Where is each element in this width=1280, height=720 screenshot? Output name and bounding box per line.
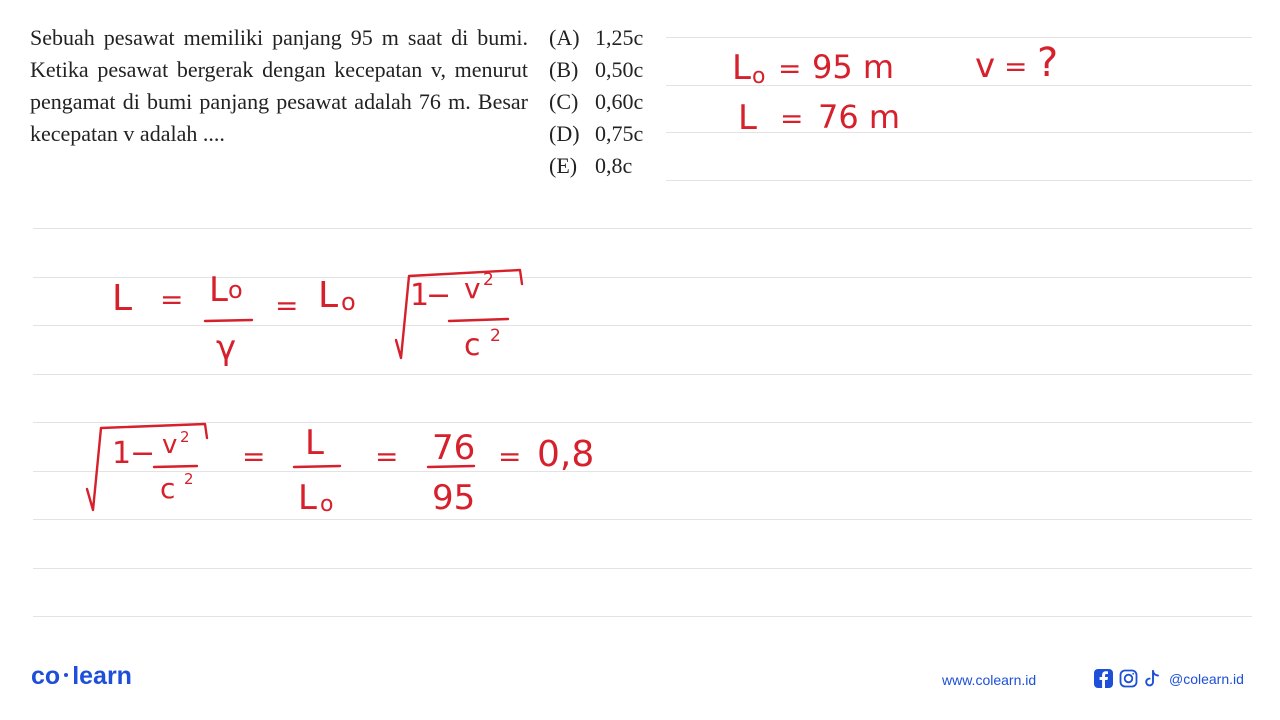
solution-radicand-numerator-exponent: 2	[180, 428, 190, 446]
option-value: 0,60c	[595, 89, 644, 114]
rule-line	[33, 616, 1252, 617]
option-value: 0,50c	[595, 57, 644, 82]
tiktok-icon[interactable]	[1144, 669, 1161, 688]
formula-coefficient: L	[318, 275, 339, 316]
rule-line	[33, 471, 1252, 472]
solution-frac1-denominator: L	[298, 478, 317, 518]
formula-radicand-numerator-exponent: 2	[483, 270, 494, 290]
given-l-value: 76 m	[818, 98, 901, 136]
facebook-icon[interactable]	[1094, 669, 1113, 688]
social-handle[interactable]: @colearn.id	[1169, 670, 1244, 687]
logo-text-co: co	[31, 662, 61, 690]
option-d	[549, 118, 643, 150]
given-v-symbol: v	[975, 46, 996, 86]
formula-radicand-denominator-exponent: 2	[490, 326, 501, 346]
option-e	[549, 150, 643, 182]
formula-coefficient-subscript: o	[341, 288, 356, 316]
social-links	[1094, 669, 1244, 688]
option-a	[549, 22, 643, 54]
option-letter: (B)	[549, 57, 579, 82]
rule-line	[33, 519, 1252, 520]
solution-frac1-bar	[294, 466, 340, 467]
given-l-symbol: L	[738, 98, 757, 138]
solution-frac2-numerator: 76	[432, 428, 476, 468]
option-value: 1,25c	[595, 25, 644, 50]
rule-line	[33, 422, 1252, 423]
given-l0-subscript: o	[752, 64, 766, 89]
solution-radicand-minus: −	[130, 436, 156, 471]
colearn-logo	[31, 662, 132, 691]
formula-equals: =	[275, 289, 299, 322]
solution-radicand-denominator-exponent: 2	[184, 470, 194, 488]
rule-line	[33, 568, 1252, 569]
website-url[interactable]: www.colearn.id	[942, 672, 1037, 688]
rule-line	[33, 325, 1252, 326]
given-l0-symbol: L	[732, 48, 751, 88]
option-letter: (E)	[549, 153, 578, 178]
formula-frac-numerator-subscript: o	[228, 276, 243, 304]
option-c	[549, 86, 643, 118]
solution-frac2-denominator: 95	[432, 478, 476, 518]
answer-options	[549, 22, 643, 182]
formula-fraction-bar	[205, 320, 252, 321]
solution-inner-fraction-bar	[154, 466, 197, 467]
formula-equals: =	[160, 283, 184, 316]
given-l-equals: =	[780, 102, 804, 135]
rule-line	[666, 37, 1252, 38]
formula-frac-numerator: L	[209, 270, 228, 310]
formula-radicand-one: 1	[410, 278, 430, 313]
formula-radicand-minus: −	[426, 278, 452, 313]
formula-lhs: L	[112, 278, 133, 319]
solution-radicand-numerator: v	[162, 430, 178, 460]
option-letter: (A)	[549, 25, 580, 50]
formula-radicand-numerator: v	[464, 272, 481, 305]
logo-dot	[64, 673, 68, 677]
solution-frac1-numerator: L	[305, 423, 324, 463]
solution-equals: =	[375, 440, 399, 473]
option-value: 0,75c	[595, 121, 644, 146]
instagram-icon[interactable]	[1119, 669, 1138, 688]
option-value: 0,8c	[595, 153, 633, 178]
solution-result: 0,8	[537, 434, 595, 475]
question-text: Sebuah pesawat memiliki panjang 95 m saat di bumi. Ketika pesawat bergerak dengan kecepatan v, menurut pengamat di bumi panjang pesawat adalah 76 m. Besar kecepatan v adalah ....	[30, 25, 528, 146]
rule-line	[666, 180, 1252, 181]
option-b	[549, 54, 643, 86]
solution-radicand-denominator: c	[160, 472, 176, 505]
logo-text-learn: learn	[72, 662, 132, 690]
given-v-value: ?	[1037, 40, 1059, 86]
option-letter: (D)	[549, 121, 580, 146]
formula-frac-denominator: γ	[216, 328, 237, 368]
given-l0-value: 95 m	[812, 48, 895, 86]
rule-line	[33, 228, 1252, 229]
solution-frac1-denominator-subscript: o	[320, 492, 334, 517]
solution-equals: =	[242, 440, 266, 473]
formula-inner-fraction-bar	[449, 319, 508, 321]
rule-line	[33, 374, 1252, 375]
formula-radicand-denominator: c	[464, 328, 481, 363]
option-letter: (C)	[549, 89, 579, 114]
solution-equals: =	[498, 440, 522, 473]
solution-radicand-one: 1	[112, 436, 132, 471]
given-l0-equals: =	[778, 52, 802, 85]
given-v-equals: =	[1004, 50, 1028, 83]
